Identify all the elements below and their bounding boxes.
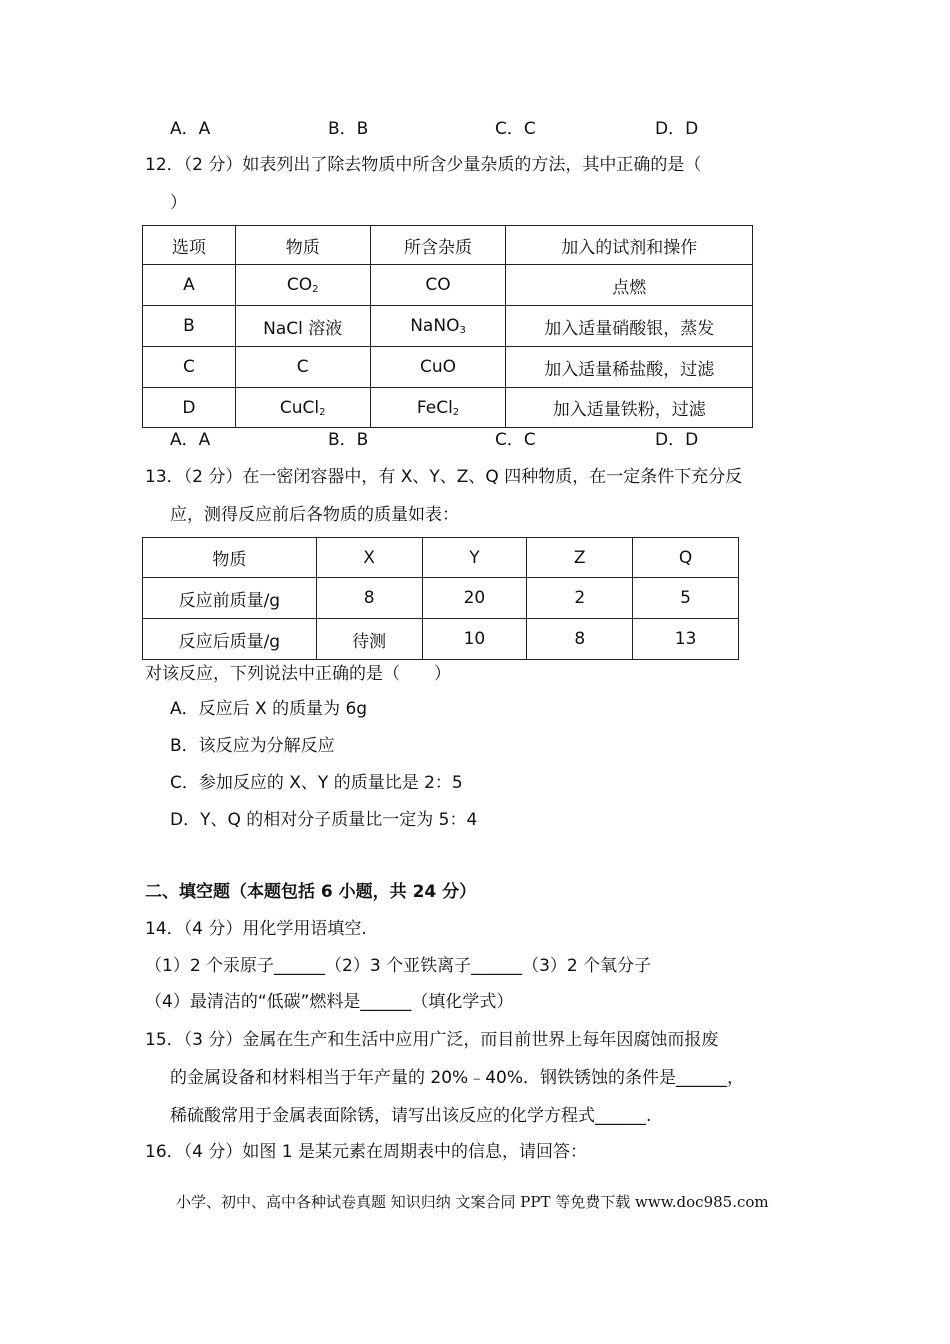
q12-header-option: 选项	[143, 226, 236, 265]
q12-cell-impurity: NaNO$_3$	[370, 306, 506, 347]
table-row	[143, 619, 739, 660]
q12-option-a: A．A	[170, 430, 211, 450]
q13-header-q: Q	[633, 538, 739, 578]
table-row	[143, 347, 753, 388]
q14-stem: 14．（4 分）用化学用语填空.	[145, 919, 367, 939]
table-row	[143, 578, 739, 619]
q13-prompt: 对该反应，下列说法中正确的是（ ）	[145, 664, 451, 684]
q13-stem-line2: 应，测得反应前后各物质的质量如表：	[170, 505, 459, 525]
q12-option-d: D．D	[655, 430, 699, 450]
q14-line2: （4）最清洁的“低碳”燃料是______（填化学式）	[145, 992, 514, 1012]
q12-cell-substance: NaCl 溶液	[235, 306, 370, 347]
q13-option-d: D．Y、Q 的相对分子质量比一定为 5：4	[170, 810, 478, 830]
q12-cell-method: 加入适量铁粉，过滤	[506, 388, 753, 428]
q12-header-impurity: 所含杂质	[370, 226, 506, 265]
q12-header-substance: 物质	[235, 226, 370, 265]
q11-options	[0, 118, 950, 140]
q12-cell-option: D	[143, 388, 236, 428]
q13-option-a: A．反应后 X 的质量为 6g	[170, 699, 368, 719]
q12-cell-option: A	[143, 265, 236, 306]
q12-stem-line1: 12．（2 分）如表列出了除去物质中所含少量杂质的方法，其中正确的是（	[145, 155, 702, 175]
q13-header-substance: 物质	[143, 538, 317, 578]
q13-cell-label: 反应前质量/g	[143, 578, 317, 619]
q15-line3: 稀硫酸常用于金属表面除锈，请写出该反应的化学方程式______.	[170, 1106, 652, 1126]
q12-header-method: 加入的试剂和操作	[506, 226, 753, 265]
q12-cell-impurity: FeCl$_2$	[370, 388, 506, 428]
q12-option-b: B．B	[328, 430, 369, 450]
section-title: 二、填空题（本题包括 6 小题，共 24 分）	[145, 882, 477, 902]
q13-cell-x: 待测	[316, 619, 422, 660]
q11-option-b: B．B	[328, 119, 369, 139]
q12-stem-line2: ）	[170, 193, 187, 213]
q12-cell-substance: CuCl$_2$	[235, 388, 370, 428]
q12-option-c: C．C	[495, 430, 536, 450]
q12-cell-substance: C	[235, 347, 370, 388]
q13-cell-z: 2	[527, 578, 633, 619]
table-row	[143, 265, 753, 306]
q12-cell-impurity: CO	[370, 265, 506, 306]
q13-option-c: C．参加反应的 X、Y 的质量比是 2：5	[170, 773, 463, 793]
q13-cell-x: 8	[316, 578, 422, 619]
q13-cell-q: 13	[633, 619, 739, 660]
q13-cell-y: 10	[422, 619, 527, 660]
q12-table	[142, 225, 753, 428]
q12-cell-impurity: CuO	[370, 347, 506, 388]
q11-option-a: A．A	[170, 119, 211, 139]
q12-options	[0, 429, 950, 451]
q12-cell-method: 点燃	[506, 265, 753, 306]
table-row	[143, 306, 753, 347]
q12-cell-option: B	[143, 306, 236, 347]
q13-option-b: B．该反应为分解反应	[170, 736, 335, 756]
q15-line1: 15．（3 分）金属在生产和生活中应用广泛，而目前世界上每年因腐蚀而报废	[145, 1030, 719, 1050]
q15-line2: 的金属设备和材料相当于年产量的 20%﹣40%．钢铁锈蚀的条件是______，	[170, 1068, 744, 1088]
q12-cell-method: 加入适量稀盐酸，过滤	[506, 347, 753, 388]
q13-stem-line1: 13．（2 分）在一密闭容器中，有 X、Y、Z、Q 四种物质，在一定条件下充分反	[145, 467, 743, 487]
page-footer: 小学、初中、高中各种试卷真题 知识归纳 文案合同 PPT 等免费下载 www.doc985.com	[176, 1193, 769, 1211]
q14-line1: （1）2 个汞原子______（2）3 个亚铁离子______（3）2 个氧分子	[145, 956, 652, 976]
q13-cell-z: 8	[527, 619, 633, 660]
q12-cell-substance: $CO_2$	[235, 265, 370, 306]
q13-header-y: Y	[422, 538, 527, 578]
q11-option-d: D．D	[655, 119, 699, 139]
q13-cell-label: 反应后质量/g	[143, 619, 317, 660]
q13-cell-y: 20	[422, 578, 527, 619]
table-row	[143, 388, 753, 428]
q11-option-c: C．C	[495, 119, 536, 139]
q16-stem: 16．（4 分）如图 1 是某元素在周期表中的信息，请回答：	[145, 1142, 587, 1162]
q13-table	[142, 537, 739, 660]
q12-cell-option: C	[143, 347, 236, 388]
q12-cell-method: 加入适量硝酸银，蒸发	[506, 306, 753, 347]
q13-header-z: Z	[527, 538, 633, 578]
q13-cell-q: 5	[633, 578, 739, 619]
q13-header-x: X	[316, 538, 422, 578]
